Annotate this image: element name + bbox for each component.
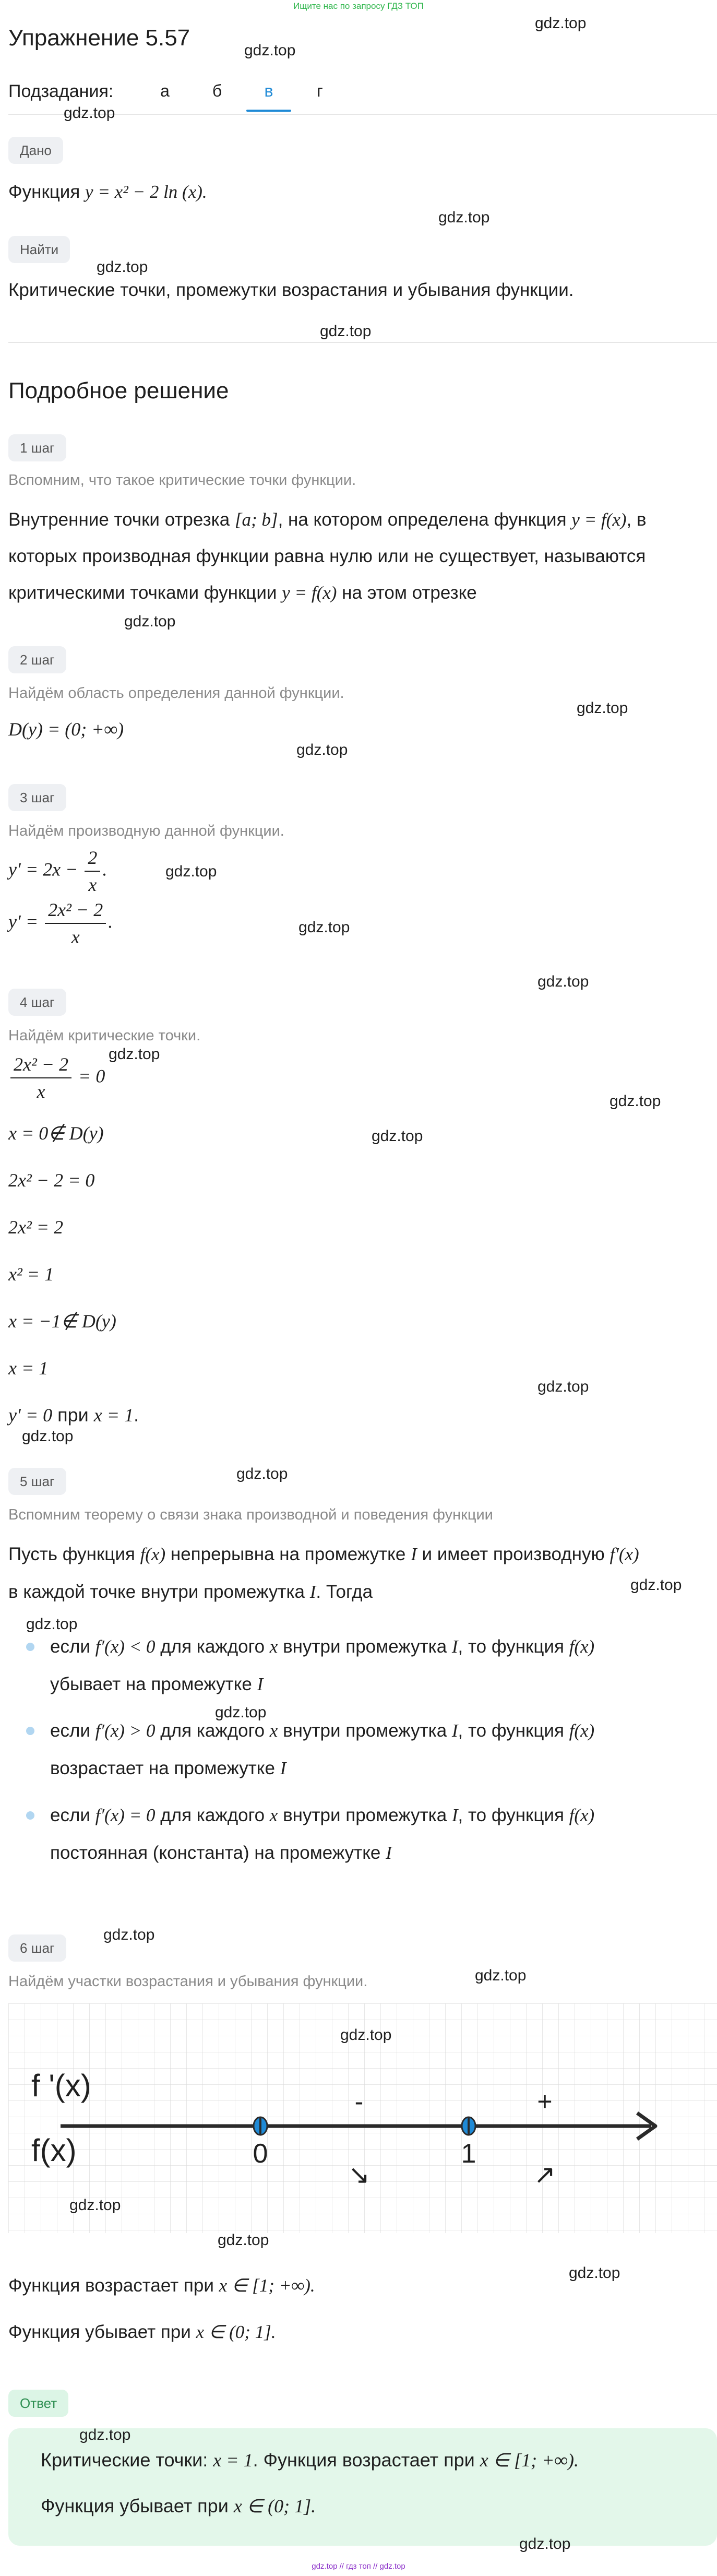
- step-6-pill: 6 шаг: [8, 1934, 66, 1962]
- text-run: для каждого: [155, 1720, 270, 1741]
- step-4-formula-4: 2x² = 2: [8, 1217, 64, 1238]
- text-run: внутри промежутка: [278, 1805, 452, 1825]
- math-run: I: [451, 1805, 458, 1825]
- text-run: если: [50, 1805, 95, 1825]
- text-run: . Тогда: [316, 1582, 373, 1602]
- math-run: y = f(x): [571, 509, 627, 530]
- math-run: y = f(x): [282, 583, 337, 603]
- watermark: gdz.top: [537, 973, 589, 990]
- step-4-pill: 4 шаг: [8, 989, 66, 1016]
- math-run: [a; b]: [234, 509, 278, 530]
- fraction: [85, 847, 100, 896]
- tab-v[interactable]: в: [264, 81, 273, 100]
- math-run: x ∈ [1; +∞).: [480, 2450, 579, 2471]
- text-run: , в: [626, 509, 647, 530]
- tab-g[interactable]: г: [317, 81, 323, 100]
- watermark: gdz.top: [109, 1046, 160, 1063]
- derivative-sign-label: +: [537, 2087, 553, 2116]
- text-run: на этом отрезке: [337, 583, 477, 603]
- given-formula: y = x² − 2 ln (x).: [85, 182, 207, 202]
- step-4-formula-3: 2x² − 2 = 0: [8, 1170, 95, 1191]
- step-1-line-1: [8, 502, 647, 538]
- numerator: 2x² − 2: [45, 899, 106, 924]
- math-run: .: [108, 911, 113, 932]
- watermark: gdz.top: [610, 1093, 661, 1110]
- increasing-arrow-icon: ↗: [534, 2159, 556, 2190]
- math-run: f′(x) = 0: [95, 1805, 156, 1825]
- step-4-formula-1: [8, 1053, 105, 1102]
- text-run: для каждого: [155, 1805, 270, 1825]
- watermark: gdz.top: [535, 15, 587, 32]
- answer-line-1: [41, 2449, 579, 2471]
- step-2-formula: D(y) = (0; +∞): [8, 719, 124, 740]
- text-run: возрастает на промежутке: [50, 1758, 280, 1778]
- step-2-hint: Найдём область определения данной функции.: [8, 685, 344, 702]
- text-run: , то функция: [458, 1636, 569, 1657]
- watermark: gdz.top: [124, 613, 176, 630]
- text-run: , то функция: [458, 1805, 569, 1825]
- text-run: в каждой точке внутри промежутка: [8, 1582, 310, 1602]
- text-run: , на котором определена функция: [278, 509, 572, 530]
- watermark: gdz.top: [537, 1378, 589, 1395]
- step-6-result-2: [8, 2314, 276, 2350]
- text-run: если: [50, 1636, 95, 1657]
- watermark: gdz.top: [519, 2535, 571, 2553]
- math-run: I: [386, 1843, 392, 1863]
- watermark: gdz.top: [475, 1967, 527, 1984]
- step-4-hint: Найдём критические точки.: [8, 1027, 201, 1044]
- text-run: для каждого: [155, 1636, 270, 1657]
- critical-point-label: 0: [253, 2139, 268, 2169]
- watermark: gdz.top: [372, 1127, 423, 1145]
- math-run: y′ =: [8, 911, 43, 932]
- watermark: gdz.top: [630, 1576, 682, 1594]
- page-title: Упражнение 5.57: [8, 25, 190, 51]
- watermark: gdz.top: [298, 919, 350, 936]
- solution-title: Подробное решение: [8, 378, 229, 403]
- watermark: gdz.top: [236, 1465, 288, 1482]
- math-run: f′(x): [610, 1544, 639, 1564]
- math-run: I: [309, 1582, 316, 1602]
- bullet-dot: [26, 1727, 34, 1735]
- step-3-formula-2: [8, 899, 113, 948]
- fraction: [45, 899, 106, 948]
- watermark: gdz.top: [577, 699, 628, 717]
- bullet-1-line-2: [50, 1666, 263, 1703]
- math-run: y′ = 2x −: [8, 859, 83, 880]
- text-run: непрерывна на промежутке: [165, 1544, 411, 1564]
- text-run: Пусть функция: [8, 1544, 140, 1564]
- watermark: gdz.top: [244, 42, 296, 59]
- text-run: внутри промежутка: [278, 1720, 452, 1741]
- step-4-formula-5: x² = 1: [8, 1264, 54, 1285]
- math-run: = 0: [74, 1065, 105, 1087]
- active-tab-indicator: [246, 110, 291, 112]
- bullet-2-line-1: [50, 1713, 594, 1749]
- math-run: I: [257, 1674, 264, 1694]
- top-banner[interactable]: Ищите нас по запросу ГДЗ ТОП: [293, 1, 424, 11]
- step-1-line-2: которых производная функции равна нулю или не существует, называются: [8, 546, 646, 566]
- watermark: gdz.top: [64, 104, 115, 122]
- watermark: gdz.top: [438, 209, 490, 226]
- step-3-pill: 3 шаг: [8, 784, 66, 811]
- step-3-hint: Найдём производную данной функции.: [8, 823, 284, 839]
- text-run: Функция убывает при: [8, 2322, 196, 2342]
- text-run: .: [134, 1404, 139, 1426]
- text-run: убывает на промежутке: [50, 1674, 257, 1694]
- math-run: x = 1: [93, 1405, 134, 1426]
- text-run: , то функция: [458, 1720, 569, 1741]
- watermark: gdz.top: [69, 2197, 121, 2214]
- watermark: gdz.top: [97, 258, 148, 276]
- watermark: gdz.top: [165, 863, 217, 880]
- watermark: gdz.top: [569, 2264, 620, 2282]
- math-run: x = 1: [213, 2450, 253, 2471]
- text-run: Функция убывает при: [41, 2495, 234, 2516]
- step-1-pill: 1 шаг: [8, 434, 66, 461]
- math-run: y′ = 0: [8, 1405, 53, 1426]
- text-run: если: [50, 1720, 95, 1741]
- math-run: .: [102, 859, 107, 880]
- step-2-pill: 2 шаг: [8, 646, 66, 673]
- text-run: и имеет производную: [416, 1544, 610, 1564]
- text-run: Критические точки:: [41, 2449, 213, 2471]
- derivative-sign-label: -: [354, 2087, 364, 2116]
- bottom-banner[interactable]: gdz.top // гдз топ // gdz.top: [312, 2562, 405, 2571]
- text-run: Внутренние точки отрезка: [8, 509, 235, 530]
- divider: [8, 342, 717, 343]
- math-run: f(x): [140, 1544, 166, 1564]
- math-run: I: [451, 1636, 458, 1657]
- given-pill: Дано: [8, 137, 63, 164]
- math-run: x ∈ (0; 1].: [196, 2322, 276, 2342]
- answer-line-2: [41, 2495, 316, 2517]
- text-run: Функция возрастает при: [8, 2275, 219, 2296]
- step-3-formula-1: [8, 847, 107, 896]
- math-run: f(x): [569, 1636, 595, 1657]
- step-5-hint: Вспомним теорему о связи знака производной и поведения функции: [8, 1506, 493, 1523]
- tab-a[interactable]: а: [160, 81, 170, 100]
- math-run: I: [411, 1544, 417, 1564]
- math-run: x: [269, 1720, 278, 1741]
- math-run: x: [269, 1805, 278, 1825]
- bullet-2-line-2: [50, 1750, 286, 1787]
- fraction: [10, 1053, 71, 1102]
- math-run: f′(x) < 0: [95, 1636, 156, 1657]
- text-run: внутри промежутка: [278, 1636, 452, 1657]
- watermark: gdz.top: [296, 741, 348, 758]
- bullet-1-line-1: [50, 1629, 594, 1665]
- step-1-hint: Вспомним, что такое критические точки функции.: [8, 472, 356, 489]
- find-text: Критические точки, промежутки возрастания и убывания функции.: [8, 280, 574, 300]
- step-1-line-3: [8, 575, 477, 611]
- step-4-formula-6: x = −1∉ D(y): [8, 1311, 116, 1332]
- find-pill: Найти: [8, 236, 70, 263]
- step-5-pill: 5 шаг: [8, 1468, 66, 1495]
- row-label-derivative: f '(x): [31, 2068, 91, 2103]
- watermark: gdz.top: [215, 1704, 267, 1721]
- bullet-3-line-2: [50, 1835, 392, 1871]
- step-6-hint: Найдём участки возрастания и убывания функции.: [8, 1973, 368, 1990]
- watermark: gdz.top: [218, 2231, 269, 2249]
- step-4-formula-7: x = 1: [8, 1358, 49, 1379]
- row-label-function: f(x): [31, 2133, 77, 2168]
- step-4-formula-2: x = 0∉ D(y): [8, 1123, 104, 1144]
- step-5-line-2: [8, 1574, 373, 1610]
- step-4-formula-8: [8, 1404, 139, 1426]
- text-run: . Функция возрастает при: [253, 2449, 480, 2471]
- watermark: gdz.top: [79, 2426, 131, 2443]
- watermark: gdz.top: [22, 1428, 74, 1445]
- watermark: gdz.top: [103, 1926, 155, 1943]
- numerator: 2x² − 2: [10, 1053, 71, 1078]
- watermark: gdz.top: [26, 1616, 78, 1633]
- math-run: I: [451, 1720, 458, 1741]
- denominator: x: [71, 927, 80, 947]
- math-run: f(x): [569, 1805, 595, 1825]
- answer-box: [8, 2428, 717, 2546]
- bullet-3-line-1: [50, 1797, 594, 1834]
- given-text: [8, 174, 207, 210]
- math-run: x ∈ (0; 1].: [233, 2496, 316, 2516]
- text-run: при: [52, 1404, 94, 1426]
- watermark: gdz.top: [340, 2026, 392, 2044]
- denominator: x: [88, 874, 97, 895]
- answer-pill: Ответ: [8, 2390, 68, 2417]
- numerator: 2: [85, 847, 100, 872]
- math-run: I: [280, 1758, 286, 1778]
- tab-b[interactable]: б: [212, 81, 222, 100]
- text-run: постоянная (константа) на промежутке: [50, 1843, 386, 1863]
- watermark: gdz.top: [320, 323, 372, 340]
- math-run: x: [269, 1636, 278, 1657]
- math-run: x ∈ [1; +∞).: [219, 2275, 315, 2296]
- step-6-result-1: [8, 2268, 315, 2304]
- denominator: x: [37, 1081, 45, 1102]
- subtasks-label: Подзадания:: [8, 81, 114, 101]
- decreasing-arrow-icon: ↘: [348, 2159, 370, 2190]
- subtasks-bar: [8, 81, 321, 113]
- bullet-dot: [26, 1811, 34, 1820]
- math-run: f(x): [569, 1720, 595, 1741]
- text-run: критическими точками функции: [8, 583, 282, 603]
- critical-point-label: 1: [461, 2139, 476, 2169]
- math-run: f′(x) > 0: [95, 1720, 156, 1741]
- given-prefix: Функция: [8, 182, 86, 202]
- step-5-line-1: [8, 1537, 639, 1572]
- bullet-dot: [26, 1643, 34, 1651]
